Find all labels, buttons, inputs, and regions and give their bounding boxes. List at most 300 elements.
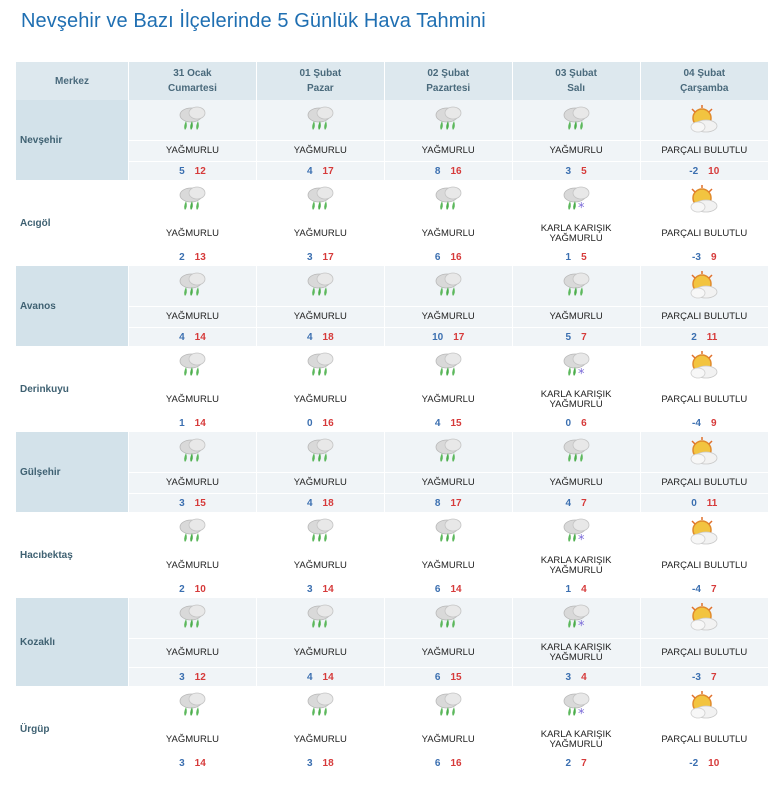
forecast-cell	[129, 686, 257, 772]
description-text	[294, 312, 347, 322]
description-text	[166, 561, 219, 571]
day-weekday: Cumartesi	[167, 83, 217, 94]
day-header	[512, 62, 640, 100]
description-text	[541, 556, 612, 576]
temperature-range	[179, 580, 206, 598]
forecast-cell-content	[513, 266, 640, 346]
temperature-range	[179, 328, 206, 346]
description-text	[422, 229, 475, 239]
weather-description	[641, 552, 768, 580]
max-temperature: 17	[322, 165, 334, 177]
weather-description	[513, 141, 640, 162]
max-temperature: 18	[322, 757, 334, 769]
weather-description	[385, 220, 512, 248]
min-temperature: 1	[565, 251, 572, 263]
temperature-range	[307, 580, 334, 598]
forecast-cell-content	[129, 598, 256, 686]
description-text	[550, 146, 603, 156]
partly-cloudy-icon	[641, 686, 768, 726]
day-weekday: Pazartesi	[426, 83, 471, 94]
forecast-cell	[256, 686, 384, 772]
max-temperature: 15	[450, 417, 462, 429]
description-line-1: PARÇALI BULUTLU	[661, 145, 748, 156]
city-name: Acıgöl	[16, 180, 129, 266]
forecast-cell	[256, 100, 384, 180]
partly-cloudy-icon	[641, 512, 768, 552]
weather-description	[129, 220, 256, 248]
description-line-2: YAĞMURLU	[549, 739, 603, 750]
description-text	[422, 735, 475, 745]
forecast-cell-content	[257, 266, 384, 346]
max-temperature: 10	[194, 583, 206, 595]
forecast-cell	[640, 180, 768, 266]
forecast-cell	[256, 432, 384, 512]
sleet-icon	[513, 180, 640, 220]
forecast-cell-content	[513, 180, 640, 266]
table-row	[16, 180, 768, 266]
rain-icon	[257, 266, 384, 307]
forecast-cell	[256, 512, 384, 598]
min-temperature: 4	[306, 331, 313, 343]
temperature-range	[566, 414, 587, 432]
description-text	[166, 478, 219, 488]
description-line-1: YAĞMURLU	[421, 560, 475, 571]
weather-description	[513, 552, 640, 580]
description-line-1: YAĞMURLU	[165, 228, 220, 239]
forecast-cell	[640, 100, 768, 180]
min-temperature: 2	[179, 583, 185, 595]
forecast-cell	[129, 180, 257, 266]
day-weekday: Salı	[567, 83, 586, 94]
description-line-1: PARÇALI BULUTLU	[661, 394, 748, 405]
forecast-cell-content	[129, 100, 256, 180]
forecast-cell-content	[641, 512, 768, 598]
temperature-range	[691, 494, 717, 512]
forecast-cell-content	[641, 266, 768, 346]
rain-icon	[129, 512, 256, 552]
description-line-1: KARLA KARIŞIK	[540, 389, 612, 400]
weather-description	[129, 307, 256, 328]
min-temperature: 2	[179, 251, 185, 263]
description-line-1: YAĞMURLU	[293, 394, 347, 405]
forecast-cell	[384, 266, 512, 346]
description-text	[166, 146, 219, 156]
table-row	[16, 598, 768, 686]
min-temperature: -2	[689, 757, 699, 769]
max-temperature: 16	[450, 165, 462, 177]
description-text	[541, 730, 612, 750]
weather-description	[641, 639, 768, 668]
rain-icon	[129, 598, 256, 639]
forecast-cell	[384, 512, 512, 598]
merkez-header: Merkez	[16, 62, 129, 100]
weather-description	[129, 639, 256, 668]
weather-description	[385, 386, 512, 414]
weather-description	[129, 141, 256, 162]
description-text	[550, 312, 603, 322]
city-name: Ürgüp	[16, 686, 129, 772]
forecast-cell-content	[641, 686, 768, 772]
max-temperature: 16	[322, 417, 334, 429]
forecast-cell-content	[129, 686, 256, 772]
weather-description	[385, 307, 512, 328]
temperature-range	[566, 668, 587, 686]
description-text	[661, 146, 747, 156]
temperature-range	[566, 754, 587, 772]
rain-icon	[129, 100, 256, 141]
forecast-cell-content	[385, 432, 512, 512]
weather-description	[257, 386, 384, 414]
min-temperature: 3	[306, 251, 313, 263]
temperature-range	[566, 494, 587, 512]
max-temperature: 17	[453, 331, 465, 343]
weather-description	[513, 639, 640, 668]
rain-icon	[385, 686, 512, 726]
max-temperature: 18	[322, 497, 334, 509]
forecast-cell	[129, 432, 257, 512]
temperature-range	[692, 668, 716, 686]
min-temperature: 3	[565, 165, 572, 177]
description-text	[166, 395, 219, 405]
description-line-1: YAĞMURLU	[421, 734, 475, 745]
temperature-range	[435, 754, 462, 772]
rain-icon	[385, 346, 512, 386]
description-line-1: PARÇALI BULUTLU	[661, 228, 748, 239]
rain-icon	[257, 512, 384, 552]
description-line-1: YAĞMURLU	[165, 145, 220, 156]
max-temperature: 17	[450, 497, 462, 509]
forecast-cell	[512, 100, 640, 180]
forecast-cell	[384, 346, 512, 432]
max-temperature: 6	[581, 417, 587, 429]
min-temperature: 5	[179, 165, 185, 177]
forecast-cell	[256, 180, 384, 266]
temperature-range	[179, 162, 206, 180]
temperature-range	[307, 162, 334, 180]
description-line-1: YAĞMURLU	[549, 477, 603, 488]
description-text	[166, 648, 219, 658]
description-text	[422, 395, 475, 405]
description-text	[422, 146, 475, 156]
description-line-1: YAĞMURLU	[293, 311, 347, 322]
forecast-cell-content	[641, 180, 768, 266]
forecast-cell-content	[385, 266, 512, 346]
description-text	[166, 735, 219, 745]
min-temperature: 3	[306, 757, 313, 769]
forecast-cell	[640, 598, 768, 686]
max-temperature: 14	[322, 583, 334, 595]
description-text	[422, 648, 475, 658]
min-temperature: 4	[306, 671, 313, 683]
description-text	[294, 735, 347, 745]
description-line-1: YAĞMURLU	[165, 394, 220, 405]
rain-icon	[257, 180, 384, 220]
forecast-cell	[129, 512, 257, 598]
forecast-cell	[512, 598, 640, 686]
forecast-cell	[256, 266, 384, 346]
description-line-1: YAĞMURLU	[421, 647, 475, 658]
forecast-cell	[640, 346, 768, 432]
forecast-cell	[256, 598, 384, 686]
description-line-1: YAĞMURLU	[549, 311, 603, 322]
partly-cloudy-icon	[641, 100, 768, 141]
description-line-1: PARÇALI BULUTLU	[661, 734, 748, 745]
weather-description	[641, 386, 768, 414]
min-temperature: 4	[434, 417, 441, 429]
weather-description	[385, 473, 512, 494]
svg-text:*: *	[578, 533, 585, 547]
table-row	[16, 100, 768, 180]
description-text	[422, 561, 475, 571]
weather-description	[513, 220, 640, 248]
forecast-cell-content	[385, 346, 512, 432]
rain-icon	[257, 686, 384, 726]
max-temperature: 11	[706, 331, 718, 343]
weather-description	[257, 639, 384, 668]
forecast-cell-content	[513, 598, 640, 686]
temperature-range	[566, 162, 587, 180]
description-line-1: YAĞMURLU	[293, 647, 347, 658]
description-text	[661, 561, 747, 571]
partly-cloudy-icon	[641, 266, 768, 307]
forecast-cell	[256, 346, 384, 432]
max-temperature: 7	[581, 331, 587, 343]
rain-icon	[129, 266, 256, 307]
svg-text:*: *	[578, 367, 585, 381]
rain-icon	[385, 432, 512, 473]
description-text	[166, 229, 219, 239]
min-temperature: 8	[434, 165, 441, 177]
forecast-cell-content	[641, 346, 768, 432]
min-temperature: 1	[179, 417, 185, 429]
min-temperature: 6	[434, 757, 441, 769]
description-text	[294, 478, 347, 488]
max-temperature: 5	[581, 251, 587, 263]
forecast-cell	[512, 512, 640, 598]
description-text	[541, 224, 612, 244]
temperature-range	[179, 414, 206, 432]
rain-icon	[129, 346, 256, 386]
description-line-1: YAĞMURLU	[421, 228, 475, 239]
sleet-icon	[513, 346, 640, 386]
weather-description	[513, 726, 640, 754]
forecast-cell	[512, 432, 640, 512]
forecast-cell-content	[257, 180, 384, 266]
table-row	[16, 266, 768, 346]
max-temperature: 10	[708, 757, 720, 769]
description-line-2: YAĞMURLU	[549, 652, 603, 663]
forecast-cell-content	[257, 686, 384, 772]
description-line-1: YAĞMURLU	[165, 734, 220, 745]
table-row	[16, 686, 768, 772]
forecast-cell-content	[513, 512, 640, 598]
description-line-1: YAĞMURLU	[293, 560, 347, 571]
temperature-range	[307, 754, 334, 772]
day-header	[384, 62, 512, 100]
weather-description	[129, 726, 256, 754]
weather-description	[513, 307, 640, 328]
description-line-1: YAĞMURLU	[293, 228, 347, 239]
temperature-range	[307, 494, 334, 512]
max-temperature: 12	[194, 671, 206, 683]
forecast-cell-content	[385, 598, 512, 686]
weather-description	[641, 141, 768, 162]
temperature-range	[692, 248, 716, 266]
forecast-cell-content	[385, 100, 512, 180]
weather-description	[129, 386, 256, 414]
min-temperature: 3	[179, 757, 185, 769]
day-header	[129, 62, 257, 100]
max-temperature: 9	[710, 251, 717, 263]
temperature-range	[435, 414, 462, 432]
description-text	[166, 312, 219, 322]
weather-description	[257, 307, 384, 328]
forecast-cell-content	[641, 598, 768, 686]
forecast-cell	[512, 686, 640, 772]
day-header	[256, 62, 384, 100]
min-temperature: -3	[692, 671, 701, 683]
max-temperature: 18	[322, 331, 334, 343]
sleet-icon	[513, 686, 640, 726]
description-text	[294, 395, 347, 405]
forecast-cell	[512, 346, 640, 432]
page-title: Nevşehir ve Bazı İlçelerinde 5 Günlük Hava Tahmini	[21, 10, 486, 32]
description-line-1: YAĞMURLU	[421, 145, 475, 156]
min-temperature: 4	[179, 331, 185, 343]
min-temperature: -4	[692, 417, 701, 429]
forecast-cell-content	[129, 432, 256, 512]
description-line-1: YAĞMURLU	[421, 394, 475, 405]
city-name: Derinkuyu	[16, 346, 129, 432]
temperature-range	[689, 754, 719, 772]
min-temperature: 1	[565, 583, 572, 595]
forecast-cell-content	[129, 512, 256, 598]
partly-cloudy-icon	[641, 180, 768, 220]
rain-icon	[129, 686, 256, 726]
max-temperature: 9	[710, 417, 717, 429]
forecast-cell	[129, 346, 257, 432]
weather-description	[257, 473, 384, 494]
city-name: Gülşehir	[16, 432, 129, 512]
temperature-range	[307, 248, 334, 266]
description-line-1: YAĞMURLU	[293, 734, 347, 745]
max-temperature: 4	[581, 583, 587, 595]
weather-description	[385, 639, 512, 668]
weather-description	[129, 552, 256, 580]
description-text	[661, 478, 747, 488]
max-temperature: 14	[450, 583, 462, 595]
forecast-cell-content	[257, 512, 384, 598]
weather-description	[641, 307, 768, 328]
forecast-cell	[512, 180, 640, 266]
forecast-cell	[512, 266, 640, 346]
forecast-cell	[129, 100, 257, 180]
weather-description	[257, 552, 384, 580]
day-date: 02 Şubat	[427, 68, 470, 79]
min-temperature: 6	[434, 583, 441, 595]
max-temperature: 16	[450, 757, 462, 769]
temperature-range	[307, 414, 334, 432]
svg-text:*: *	[578, 619, 585, 633]
forecast-cell-content	[513, 432, 640, 512]
min-temperature: 8	[434, 497, 441, 509]
max-temperature: 16	[450, 251, 462, 263]
forecast-cell	[640, 266, 768, 346]
partly-cloudy-icon	[641, 432, 768, 473]
description-text	[661, 312, 747, 322]
temperature-range	[435, 668, 462, 686]
forecast-cell-content	[641, 100, 768, 180]
description-line-1: YAĞMURLU	[421, 311, 475, 322]
min-temperature: 3	[179, 671, 185, 683]
rain-icon	[385, 100, 512, 141]
temperature-range	[435, 580, 462, 598]
max-temperature: 7	[710, 583, 717, 595]
max-temperature: 15	[194, 497, 206, 509]
temperature-range	[692, 414, 716, 432]
day-weekday: Pazar	[306, 83, 334, 94]
forecast-cell-content	[257, 432, 384, 512]
weather-description	[513, 386, 640, 414]
forecast-cell	[640, 686, 768, 772]
description-line-2: YAĞMURLU	[549, 399, 603, 410]
min-temperature: 4	[565, 497, 572, 509]
forecast-cell	[384, 180, 512, 266]
weather-description	[385, 726, 512, 754]
max-temperature: 11	[706, 497, 718, 509]
city-name: Nevşehir	[16, 100, 129, 180]
max-temperature: 15	[450, 671, 462, 683]
max-temperature: 14	[194, 757, 206, 769]
temperature-range	[179, 668, 206, 686]
forecast-body	[16, 100, 768, 772]
description-line-1: PARÇALI BULUTLU	[661, 560, 748, 571]
description-line-1: KARLA KARIŞIK	[540, 223, 612, 234]
city-name: Avanos	[16, 266, 129, 346]
rain-icon	[257, 100, 384, 141]
forecast-cell-content	[257, 346, 384, 432]
max-temperature: 13	[194, 251, 206, 263]
svg-text:*: *	[578, 201, 585, 215]
rain-icon	[385, 512, 512, 552]
temperature-range	[692, 580, 716, 598]
temperature-range	[432, 328, 464, 346]
description-text	[294, 229, 347, 239]
forecast-cell	[384, 598, 512, 686]
description-text	[422, 312, 475, 322]
description-line-1: PARÇALI BULUTLU	[661, 477, 748, 488]
svg-text:*: *	[578, 707, 585, 721]
min-temperature: 0	[565, 417, 572, 429]
forecast-cell-content	[385, 180, 512, 266]
forecast-cell	[384, 432, 512, 512]
day-date: 04 Şubat	[683, 68, 726, 79]
rain-icon	[385, 598, 512, 639]
table-row	[16, 346, 768, 432]
temperature-range	[435, 494, 462, 512]
description-line-1: YAĞMURLU	[549, 145, 603, 156]
temperature-range	[691, 328, 717, 346]
description-line-1: YAĞMURLU	[165, 477, 220, 488]
min-temperature: 2	[691, 331, 697, 343]
temperature-range	[566, 248, 587, 266]
rain-icon	[513, 266, 640, 307]
day-date: 31 Ocak	[173, 68, 212, 79]
forecast-cell-content	[513, 346, 640, 432]
forecast-cell-content	[257, 100, 384, 180]
description-line-1: KARLA KARIŞIK	[540, 642, 612, 653]
temperature-range	[435, 162, 462, 180]
